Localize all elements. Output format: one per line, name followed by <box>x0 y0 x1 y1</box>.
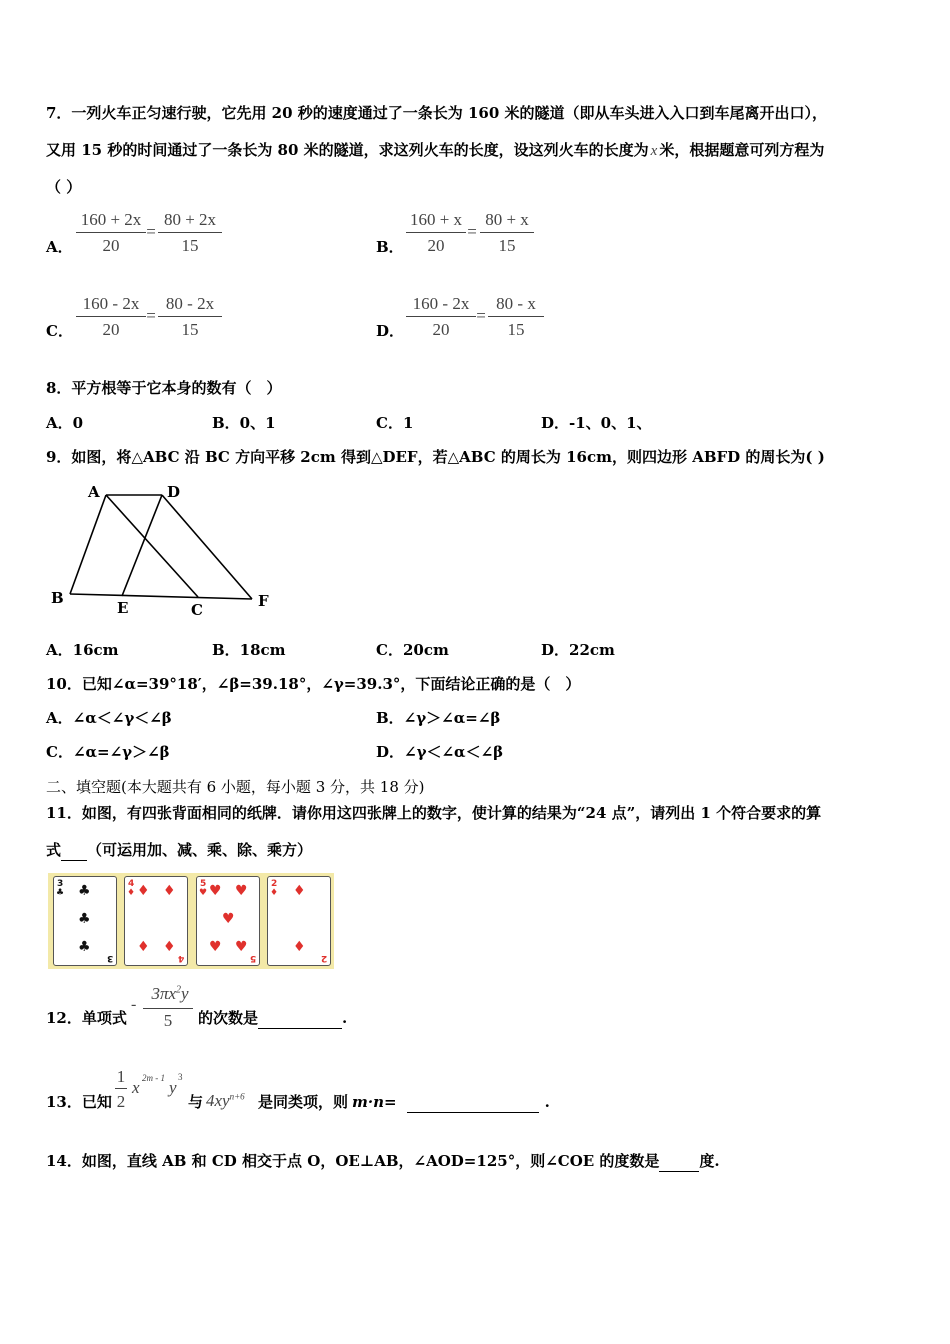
q9-option-b[interactable]: B．18cm <box>212 641 286 659</box>
playing-card-5-hearts: 5 ♥ ♥ ♥ ♥ ♥ ♥ 5 <box>196 876 260 966</box>
q10-option-a[interactable]: A．∠α＜∠γ＜∠β <box>46 709 172 727</box>
segment-de <box>122 495 162 596</box>
q7-option-d-label: D． <box>376 322 405 340</box>
diamond-icon: ♦ <box>137 939 150 955</box>
heart-icon: ♥ <box>235 883 248 899</box>
heart-icon: ♥ <box>235 939 248 955</box>
point-label-b: B <box>51 589 64 607</box>
q10-option-d[interactable]: D．∠γ＜∠α＜∠β <box>376 743 504 761</box>
point-label-c: C <box>191 601 203 619</box>
q9-translation-figure <box>46 478 286 623</box>
q13-mid: 与 <box>188 1093 204 1111</box>
diamond-icon: ♦ <box>293 939 306 955</box>
q8-stem: 8．平方根等于它本身的数有（ ） <box>46 379 282 397</box>
q12-answer-blank[interactable] <box>258 1008 342 1029</box>
q7-stem-line1: 7．一列火车正匀速行驶，它先用 20 秒的速度通过了一条长为 160 米的隧道（即从车头进入入口到车尾离开出口）， <box>46 104 828 122</box>
heart-icon: ♥ <box>209 883 222 899</box>
section-2-heading: 二、填空题(本大题共有 6 小题，每小题 3 分，共 18 分) <box>46 778 425 796</box>
q13-term1: 1 2 x 2m - 1 y 3 <box>116 1067 183 1111</box>
q14-stem: 14．如图，直线 AB 和 CD 相交于点 O，OE⊥AB，∠AOD=125°，则∠COE 的度数是 度. <box>46 1152 720 1170</box>
diamond-icon: ♦ <box>163 883 176 899</box>
diamond-icon: ♦ <box>293 883 306 899</box>
heart-icon: ♥ <box>222 911 235 927</box>
q8-option-a[interactable]: A．0 <box>46 414 84 432</box>
q12-suffix: 的次数是 . <box>198 1009 348 1027</box>
q9-option-a[interactable]: A．16cm <box>46 641 119 659</box>
q7-variable: x <box>650 143 658 159</box>
q7-option-b-label: B． <box>376 238 404 256</box>
q11-stem-line2: 式 （可运用加、减、乘、除、乘方） <box>46 841 313 859</box>
playing-card-2-diamonds: 2 ♦ ♦ ♦ 2 <box>267 876 331 966</box>
q7-option-c-equation[interactable]: 160 - 2x 20 = 80 - 2x 15 <box>76 292 226 344</box>
q7-option-c-label: C． <box>46 322 73 340</box>
q8-option-d[interactable]: D．-1、0、1、 <box>541 414 652 432</box>
q12-minus: - <box>131 996 137 1013</box>
q7-option-a-equation[interactable]: 160 + 2x 20 = 80 + 2x 15 <box>76 208 226 260</box>
point-label-e: E <box>117 599 129 617</box>
point-label-f: F <box>258 592 269 610</box>
club-icon: ♣ <box>56 888 65 898</box>
q8-option-b[interactable]: B．0、1 <box>212 414 276 432</box>
q10-option-b[interactable]: B．∠γ＞∠α=∠β <box>376 709 501 727</box>
point-label-a: A <box>88 483 100 501</box>
diamond-icon: ♦ <box>127 888 136 898</box>
q12-monomial: $3\pi x^2y$ 5 <box>143 982 197 1032</box>
q7-option-b-equation[interactable]: 160 + x 20 = 80 + x 15 <box>406 208 536 260</box>
q10-stem: 10．已知∠α=39°18′，∠β=39.18°，∠γ=39.3°，下面结论正确的是（ ） <box>46 675 581 693</box>
heart-icon: ♥ <box>209 939 222 955</box>
segment-ab <box>70 495 106 594</box>
q7-paren: （ ） <box>46 178 82 196</box>
q9-stem: 9．如图，将△ABC 沿 BC 方向平移 2cm 得到△DEF，若△ABC 的周长为 16cm，则四边形 ABFD 的周长为( ) <box>46 448 825 466</box>
diamond-icon: ♦ <box>137 883 150 899</box>
point-label-d: D <box>167 483 181 501</box>
q12-prefix: 12．单项式 <box>46 1009 127 1027</box>
segment-bf <box>70 594 252 599</box>
q10-option-c[interactable]: C．∠α=∠γ＞∠β <box>46 743 170 761</box>
playing-card-3-clubs: 3 ♣ ♣ ♣ ♣ 3 <box>53 876 117 966</box>
q14-answer-blank[interactable] <box>659 1151 699 1172</box>
q7-stem-line2: 又用 15 秒的时间通过了一条长为 80 米的隧道，求这列火车的长度，设这列火车的长度为 x 米，根据题意可列方程为 <box>46 141 825 159</box>
club-icon: ♣ <box>78 939 91 955</box>
segment-ac <box>106 495 198 597</box>
q8-option-c[interactable]: C．1 <box>376 414 414 432</box>
q11-answer-blank[interactable] <box>61 840 87 861</box>
diamond-icon: ♦ <box>270 888 279 898</box>
q7-option-a-label: A． <box>46 238 73 256</box>
club-icon: ♣ <box>78 883 91 899</box>
q9-option-d[interactable]: D．22cm <box>541 641 615 659</box>
q9-option-c[interactable]: C．20cm <box>376 641 449 659</box>
segment-df <box>162 495 252 599</box>
q7-option-d-equation[interactable]: 160 - 2x 20 = 80 - x 15 <box>406 292 546 344</box>
q13-suffix: 是同类项，则 m·n= . <box>258 1093 550 1111</box>
q11-stem-line1: 11．如图，有四张背面相同的纸牌．请你用这四张牌上的数字，使计算的结果为“24 点”，请列出 1 个符合要求的算 <box>46 804 822 822</box>
q13-prefix: 13．已知 <box>46 1093 112 1111</box>
diamond-icon: ♦ <box>163 939 176 955</box>
playing-card-4-diamonds: 4 ♦ ♦ ♦ ♦ ♦ 4 <box>124 876 188 966</box>
q13-answer-blank[interactable] <box>407 1092 539 1113</box>
q13-term2: $4xy^{n+6}$ <box>206 1091 245 1110</box>
club-icon: ♣ <box>78 911 91 927</box>
q11-cards-image <box>48 873 334 969</box>
heart-icon: ♥ <box>199 888 208 898</box>
